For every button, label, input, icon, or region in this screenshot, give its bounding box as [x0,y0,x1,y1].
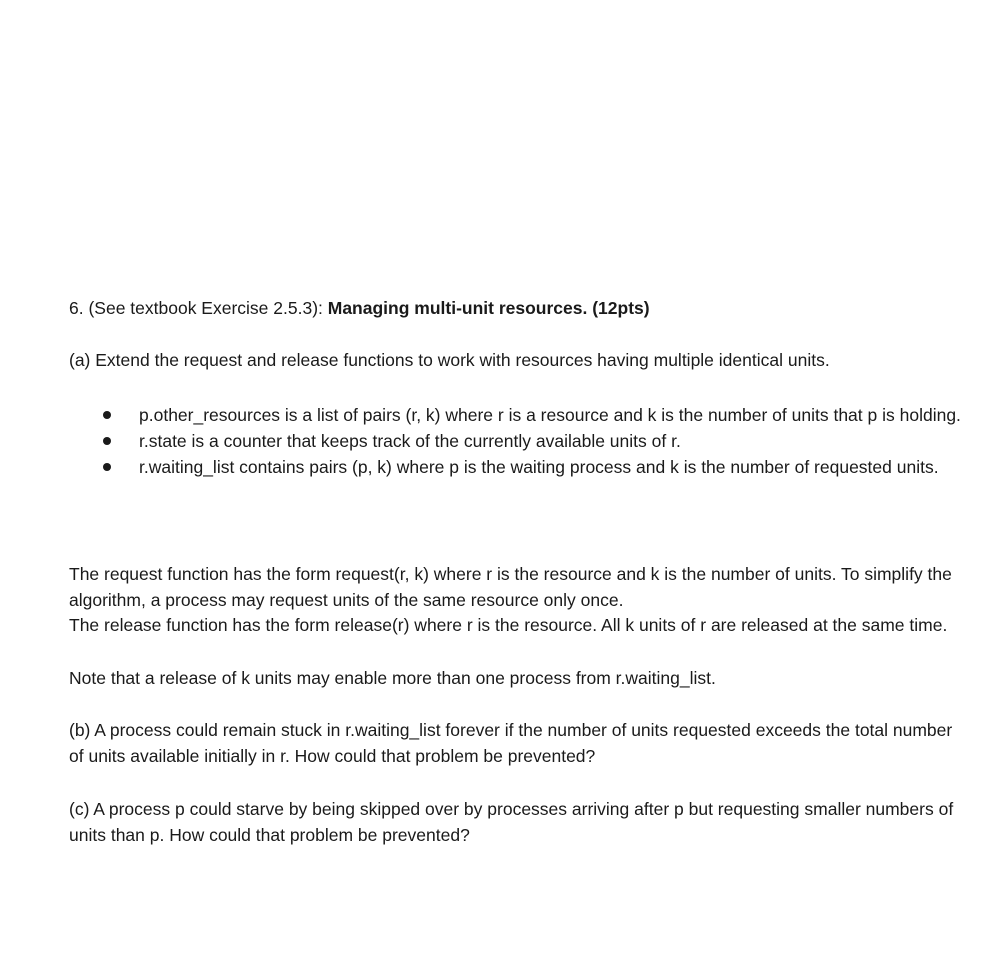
bullet-list [100,402,980,480]
part-b-text: (b) A process could remain stuck in r.waiting_list forever if the number of units requested exceeds the total number of units available initially in r. How could that problem be prevented? [69,720,953,766]
bullet-text: r.state is a counter that keeps track of the currently available units of r. [139,431,681,451]
bullet-text: r.waiting_list contains pairs (p, k) where p is the waiting process and k is the number of requested units. [139,457,939,477]
bullet-dot-icon [103,411,111,419]
part-c-text: (c) A process p could starve by being skipped over by processes arriving after p but requesting smaller numbers of units than p. How could that problem be prevented? [69,799,954,845]
bullet-item-waiting-list [100,454,980,480]
request-function-paragraph: The request function has the form request(r, k) where r is the resource and k is the number of units. To simplify the algorithm, a process may request units of the same resource only once. [69,564,952,610]
note-paragraph: Note that a release of k units may enable more than one process from r.waiting_list. [69,668,716,688]
question-heading [69,296,650,320]
release-function-paragraph: The release function has the form release(r) where r is the resource. All k units of r are released at the same time. [69,615,948,635]
bullet-item-other-resources [100,402,980,428]
question-title: Managing multi-unit resources. (12pts) [327,298,650,318]
bullet-text: p.other_resources is a list of pairs (r, k) where r is a resource and k is the number of units that p is holding. [139,405,961,425]
bullet-dot-icon [103,463,111,471]
bullet-item-state [100,428,980,454]
question-prefix: 6. (See textbook Exercise 2.5.3): [69,298,328,318]
part-a-text: (a) Extend the request and release functions to work with resources having multiple identical units. [69,350,830,370]
bullet-dot-icon [103,437,111,445]
